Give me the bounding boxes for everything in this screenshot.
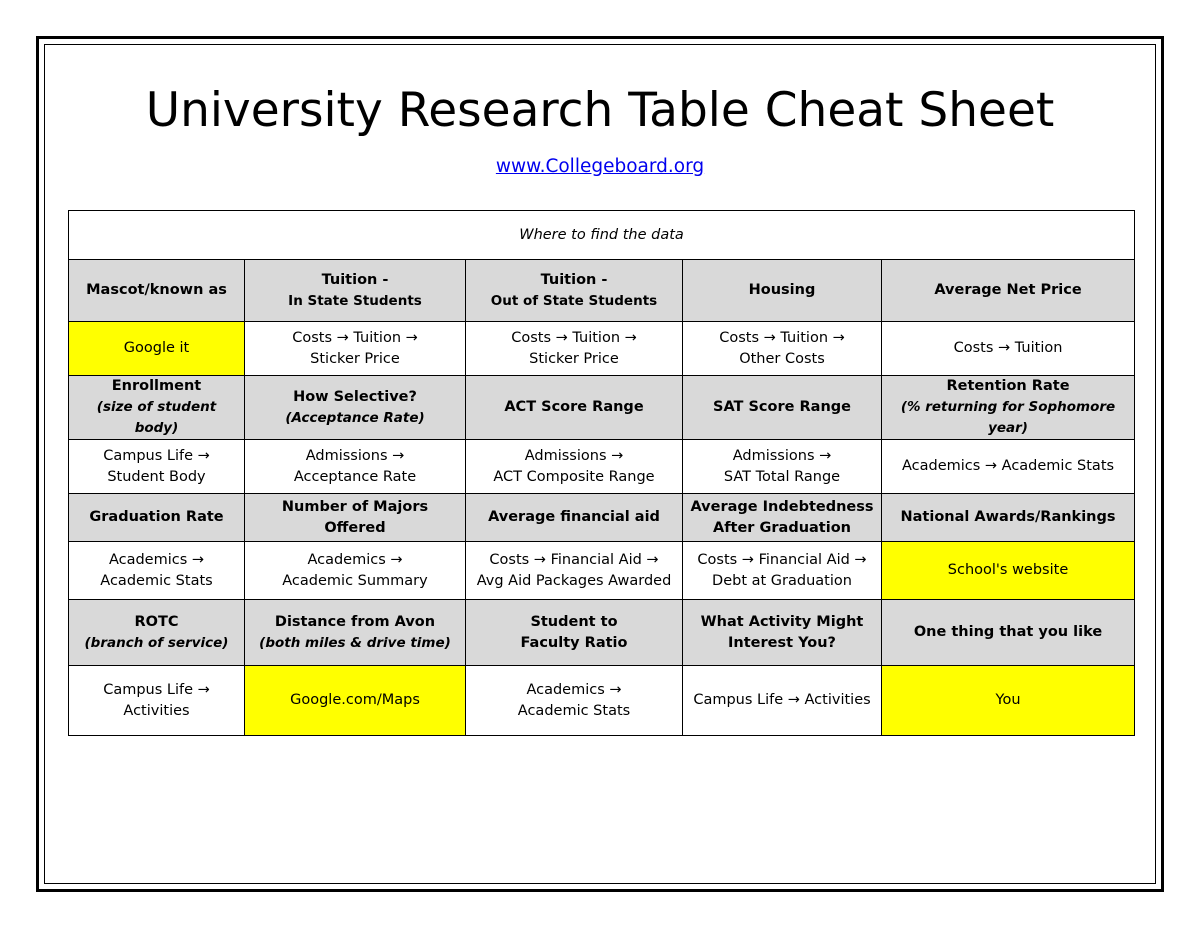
header-sat-score-range-label: SAT Score Range	[713, 399, 851, 415]
value-mascot-label: Google it	[123, 340, 190, 356]
header-graduation-rate-label: Graduation Rate	[89, 509, 224, 525]
value-how-selective	[245, 440, 466, 494]
value-mascot	[69, 322, 245, 376]
table-banner: Where to find the data	[69, 211, 1135, 260]
collegeboard-link[interactable]: www.Collegeboard.org	[495, 156, 705, 177]
value-tuition-in-state-line1: Costs → Tuition →	[292, 329, 418, 346]
header-retention-rate	[882, 376, 1135, 440]
value-sat-score-range-line1: Admissions →	[732, 447, 832, 464]
header-rotc	[69, 600, 245, 666]
header-housing	[683, 260, 882, 322]
header-retention-rate-line1: Retention Rate	[946, 378, 1070, 394]
header-average-net-price-label: Average Net Price	[934, 282, 1082, 298]
value-student-faculty-ratio-line2: Academic Stats	[517, 702, 631, 719]
value-graduation-rate	[69, 542, 245, 600]
header-enrollment	[69, 376, 245, 440]
value-act-score-range-line2: ACT Composite Range	[493, 468, 655, 485]
header-activity-interest-line2: Interest You?	[728, 634, 836, 651]
value-enrollment	[69, 440, 245, 494]
value-tuition-out-of-state-line2: Sticker Price	[529, 350, 619, 367]
value-one-thing-you-like	[882, 666, 1135, 736]
value-tuition-out-of-state-line1: Costs → Tuition →	[511, 329, 637, 346]
value-average-indebtedness-line1: Costs → Financial Aid →	[697, 551, 867, 568]
header-rotc-note: (branch of service)	[84, 634, 229, 651]
value-tuition-in-state-line2: Sticker Price	[310, 350, 400, 367]
value-activity-interest-label: Campus Life → Activities	[693, 692, 871, 708]
header-one-thing-you-like-label: One thing that you like	[913, 624, 1103, 640]
value-housing-line1: Costs → Tuition →	[719, 329, 845, 346]
header-average-financial-aid	[466, 494, 683, 542]
header-tuition-out-of-state	[466, 260, 683, 322]
header-act-score-range	[466, 376, 683, 440]
value-graduation-rate-line2: Academic Stats	[100, 572, 213, 589]
header-tuition-out-of-state-line1: Tuition -	[540, 271, 608, 288]
value-average-indebtedness-line2: Debt at Graduation	[712, 572, 852, 589]
header-distance-from-avon-note: (both miles & drive time)	[259, 634, 451, 651]
value-average-financial-aid-line1: Costs → Financial Aid →	[489, 551, 659, 568]
header-student-faculty-ratio-line1: Student to	[530, 613, 618, 630]
header-tuition-in-state	[245, 260, 466, 322]
value-retention-rate-label: Academics → Academic Stats	[901, 458, 1115, 474]
header-how-selective-note: (Acceptance Rate)	[285, 409, 425, 426]
header-number-of-majors-label: Number of Majors Offered	[281, 498, 429, 536]
value-tuition-in-state	[245, 322, 466, 376]
value-retention-rate	[882, 440, 1135, 494]
header-average-net-price	[882, 260, 1135, 322]
value-rotc	[69, 666, 245, 736]
value-student-faculty-ratio-line1: Academics →	[526, 681, 622, 698]
value-one-thing-you-like-label: You	[995, 692, 1021, 708]
header-average-financial-aid-label: Average financial aid	[488, 509, 660, 525]
value-graduation-rate-line1: Academics →	[108, 551, 205, 568]
value-distance-from-avon	[245, 666, 466, 736]
value-average-net-price	[882, 322, 1135, 376]
header-activity-interest	[683, 600, 882, 666]
value-number-of-majors-line1: Academics →	[307, 551, 403, 568]
value-enrollment-line1: Campus Life →	[103, 447, 210, 464]
header-housing-label: Housing	[748, 282, 816, 298]
value-number-of-majors-line2: Academic Summary	[282, 572, 428, 589]
header-retention-rate-note: (% returning for Sophomore year)	[900, 399, 1116, 436]
value-student-faculty-ratio	[466, 666, 683, 736]
collegeboard-link-wrap	[0, 155, 1200, 179]
header-average-indebtedness-line1: Average Indebtedness	[690, 498, 874, 515]
header-mascot-label: Mascot/known as	[86, 282, 227, 298]
value-national-awards-label: School's website	[947, 562, 1069, 578]
value-national-awards	[882, 542, 1135, 600]
data-table	[68, 210, 1135, 736]
header-how-selective-line1: How Selective?	[293, 388, 417, 405]
header-enrollment-note: (size of student body)	[96, 399, 217, 436]
header-tuition-in-state-line2: In State Students	[288, 292, 422, 309]
header-number-of-majors	[245, 494, 466, 542]
header-student-faculty-ratio-line2: Faculty Ratio	[520, 634, 628, 651]
header-national-awards	[882, 494, 1135, 542]
value-average-indebtedness	[683, 542, 882, 600]
header-how-selective	[245, 376, 466, 440]
value-how-selective-line2: Acceptance Rate	[293, 468, 417, 485]
value-act-score-range	[466, 440, 683, 494]
value-act-score-range-line1: Admissions →	[524, 447, 624, 464]
value-enrollment-line2: Student Body	[107, 468, 206, 485]
header-act-score-range-label: ACT Score Range	[504, 399, 644, 415]
value-rotc-line1: Campus Life →	[103, 681, 210, 698]
header-distance-from-avon	[245, 600, 466, 666]
header-tuition-in-state-line1: Tuition -	[321, 271, 389, 288]
header-rotc-line1: ROTC	[134, 613, 179, 630]
header-national-awards-label: National Awards/Rankings	[900, 509, 1116, 525]
header-mascot	[69, 260, 245, 322]
header-tuition-out-of-state-line2: Out of State Students	[490, 292, 658, 309]
value-average-financial-aid-line2: Avg Aid Packages Awarded	[476, 572, 672, 589]
header-average-indebtedness	[683, 494, 882, 542]
page-title: University Research Table Cheat Sheet	[145, 83, 1055, 138]
value-rotc-line2: Activities	[123, 702, 190, 719]
value-activity-interest	[683, 666, 882, 736]
value-number-of-majors	[245, 542, 466, 600]
header-distance-from-avon-line1: Distance from Avon	[274, 613, 436, 630]
value-average-net-price-label: Costs → Tuition	[953, 340, 1063, 356]
value-housing-line2: Other Costs	[739, 350, 825, 367]
header-student-faculty-ratio	[466, 600, 683, 666]
value-sat-score-range-line2: SAT Total Range	[723, 468, 841, 485]
value-sat-score-range	[683, 440, 882, 494]
header-one-thing-you-like	[882, 600, 1135, 666]
value-distance-from-avon-label: Google.com/Maps	[290, 692, 420, 708]
value-housing	[683, 322, 882, 376]
value-tuition-out-of-state	[466, 322, 683, 376]
header-activity-interest-line1: What Activity Might	[700, 613, 864, 630]
value-how-selective-line1: Admissions →	[305, 447, 405, 464]
header-sat-score-range	[683, 376, 882, 440]
header-enrollment-line1: Enrollment	[111, 378, 202, 394]
header-average-indebtedness-line2: After Graduation	[712, 519, 851, 536]
header-graduation-rate	[69, 494, 245, 542]
value-average-financial-aid	[466, 542, 683, 600]
